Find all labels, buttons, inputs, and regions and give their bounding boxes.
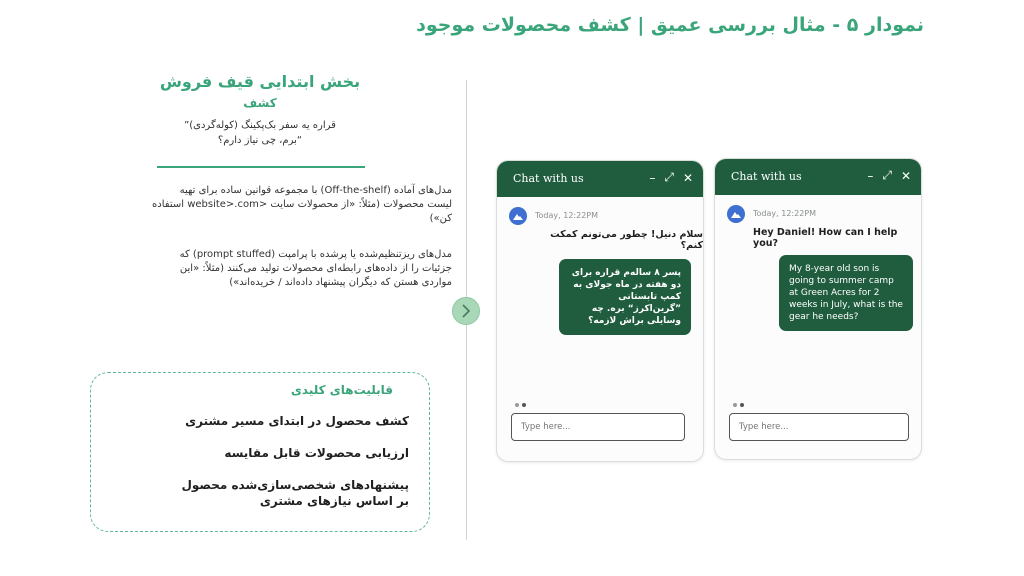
quote-line-2: “برم، چی نیاز دارم؟	[217, 135, 303, 146]
chat-header	[497, 161, 703, 197]
quote-line-1: قراره یه سفر بک‌پکینگ (کوله‌گردی)”	[184, 120, 336, 131]
capability-item: ارزیابی محصولات قابل مقایسه	[224, 446, 409, 460]
minimize-icon[interactable]: –	[649, 170, 656, 185]
minimize-icon[interactable]: –	[867, 168, 874, 183]
section-subtitle: کشف	[243, 96, 277, 110]
user-message: پسر ۸ ساله‌م قراره برای دو هفته در ماه جولای به کمپ تابستانی ”گرین‌اکرز“ بره. چه وسایلی براش لازمه؟	[559, 259, 691, 335]
close-icon[interactable]: ✕	[900, 168, 911, 183]
typing-indicator	[515, 403, 526, 407]
expand-icon[interactable]: ⤢	[882, 168, 892, 182]
capability-item: کشف محصول در ابتدای مسیر مشتری	[185, 414, 409, 428]
bot-avatar-icon	[727, 205, 745, 223]
bot-message: Hey Daniel! How can I help you?	[753, 227, 898, 249]
chevron-right-icon	[460, 304, 472, 318]
chat-message-input[interactable]	[511, 413, 685, 441]
bot-avatar-icon	[509, 207, 527, 225]
next-arrow-button[interactable]	[452, 297, 480, 325]
capability-item: پیشنهادهای شخصی‌سازی‌شده محصول بر اساس نیازهای مشتری	[181, 478, 409, 508]
chat-window-controls	[649, 170, 693, 185]
off-the-shelf-description: مدل‌های آماده (Off-the-shelf) با مجموعه قوانین ساده برای تهیه لیست محصولات (مثلاً: «از محصولات سایت <website>.com استفاده کن»)	[152, 185, 452, 224]
page-title: نمودار ۵ - مثال بررسی عمیق | کشف محصولات موجود	[416, 14, 924, 36]
expand-icon[interactable]: ⤢	[664, 170, 674, 184]
message-timestamp: Today, 12:22PM	[753, 209, 817, 218]
chat-header	[715, 159, 921, 195]
message-timestamp: Today, 12:22PM	[535, 211, 599, 220]
capabilities-title: قابلیت‌های کلیدی	[290, 383, 393, 397]
chat-window-persian	[496, 160, 704, 462]
fine-tuned-description: مدل‌های ریزتنظیم‌شده یا پرشده با پرامپت (prompt stuffed) که جزئیات را از داده‌های رابطه‌ای محصولات تولید می‌کنند (مثلاً: «این مواردی هستن که دیگران پیشنهاد داده‌اند / خریده‌اند»)	[179, 249, 452, 288]
bot-message: سلام دنیل! چطور می‌تونم کمکت کنم؟	[550, 229, 703, 251]
key-capabilities-box	[90, 372, 430, 532]
section-title: بخش ابتدایی قیف فروش	[159, 72, 361, 91]
chat-window-english	[714, 158, 922, 460]
chat-header-title: Chat with us	[731, 170, 802, 183]
section-divider	[157, 166, 365, 168]
typing-indicator	[733, 403, 744, 407]
customer-quote	[150, 118, 370, 148]
chat-window-controls	[867, 168, 911, 183]
chat-header-title: Chat with us	[513, 172, 584, 185]
close-icon[interactable]: ✕	[682, 170, 693, 185]
user-message: My 8-year old son is going to summer camp at Green Acres for 2 weeks in July, what is the gear he needs?	[779, 255, 913, 331]
chat-message-input[interactable]	[729, 413, 909, 441]
